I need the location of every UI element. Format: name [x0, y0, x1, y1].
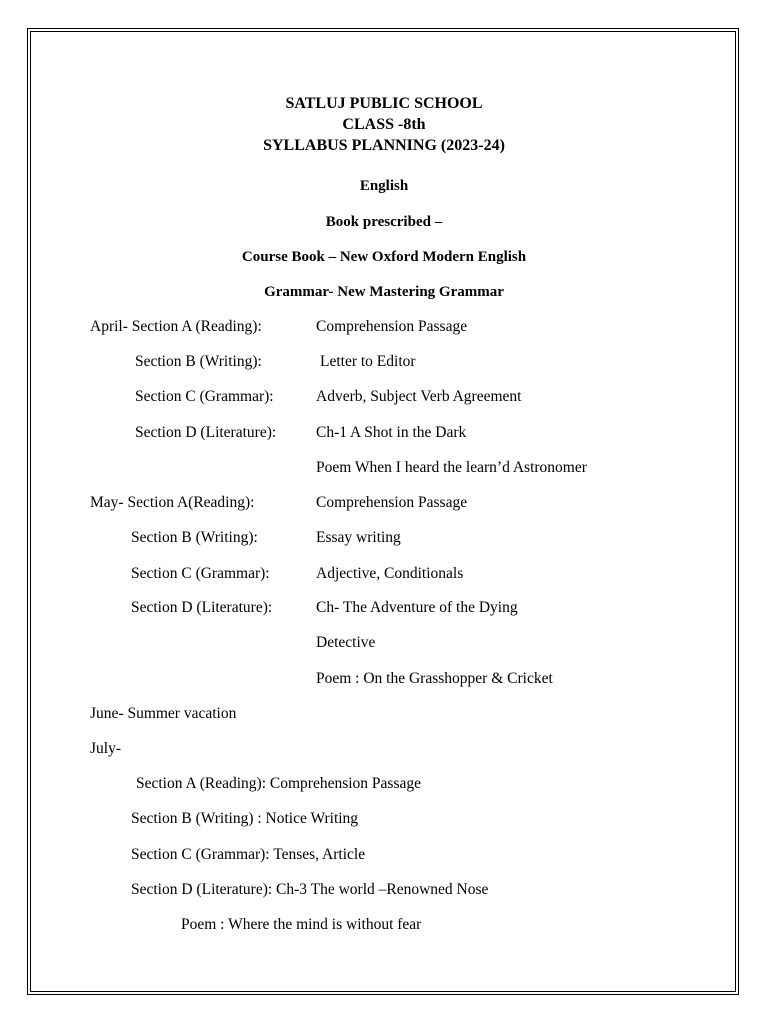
class-title: CLASS -8th [342, 116, 426, 133]
july-heading: July- [90, 740, 121, 757]
april-poem: Poem When I heard the learn’d Astronomer [316, 459, 587, 476]
july-section-a: Section A (Reading): Comprehension Passage [136, 775, 421, 792]
book-prescribed-label: Book prescribed – [325, 214, 443, 230]
grammar-book-line: Grammar- New Mastering Grammar [264, 284, 504, 300]
may-section-d-value-cont: Detective [316, 634, 376, 651]
may-section-b-label: Section B (Writing): [131, 529, 258, 546]
april-section-a-label: April- Section A (Reading): [90, 318, 262, 335]
may-section-c-value: Adjective, Conditionals [316, 565, 464, 582]
june-line: June- Summer vacation [90, 705, 237, 722]
course-book-line: Course Book – New Oxford Modern English [241, 249, 527, 265]
july-section-d: Section D (Literature): Ch-3 The world –Renowned Nose [131, 881, 489, 898]
may-section-a-value: Comprehension Passage [316, 494, 468, 511]
may-section-c-label: Section C (Grammar): [131, 565, 270, 582]
may-section-d-label: Section D (Literature): [131, 599, 273, 616]
april-section-c-label: Section C (Grammar): [135, 388, 274, 405]
school-name: SATLUJ PUBLIC SCHOOL [285, 95, 483, 112]
april-section-c-value: Adverb, Subject Verb Agreement [316, 388, 522, 405]
april-section-b-label: Section B (Writing): [135, 353, 262, 370]
april-section-b-value: Letter to Editor [320, 353, 416, 370]
july-section-b: Section B (Writing) : Notice Writing [131, 810, 359, 827]
may-section-d-value: Ch- The Adventure of the Dying [316, 599, 518, 616]
syllabus-title: SYLLABUS PLANNING (2023-24) [263, 137, 505, 154]
april-section-d-value: Ch-1 A Shot in the Dark [316, 424, 467, 441]
may-section-b-value: Essay writing [316, 529, 401, 546]
subject-title: English [359, 178, 409, 194]
july-section-c: Section C (Grammar): Tenses, Article [131, 846, 366, 863]
april-section-a-value: Comprehension Passage [316, 318, 468, 335]
april-section-d-label: Section D (Literature): [135, 424, 277, 441]
may-section-a-label: May- Section A(Reading): [90, 494, 255, 511]
july-poem: Poem : Where the mind is without fear [181, 916, 422, 933]
may-poem: Poem : On the Grasshopper & Cricket [316, 670, 553, 687]
